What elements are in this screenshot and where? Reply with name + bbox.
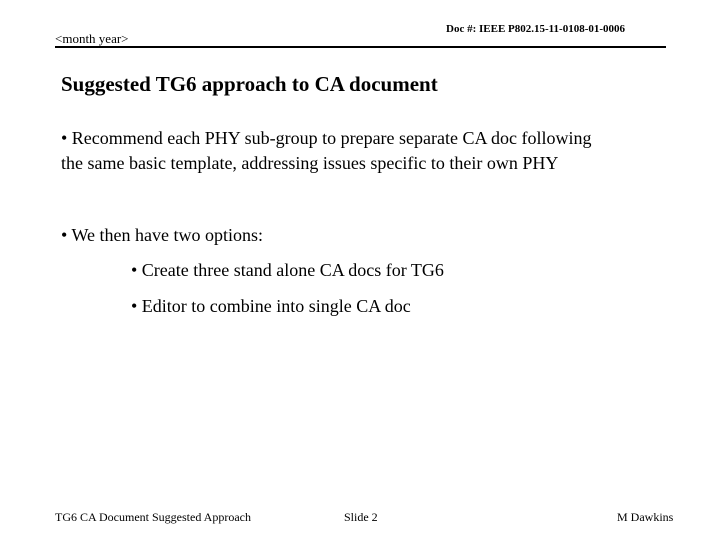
sub-bullet-three-docs	[131, 258, 444, 283]
bullet-line: the same basic template, addressing issues specific to their own PHY	[61, 153, 559, 173]
footer-author: M Dawkins	[617, 510, 674, 524]
header-doc-number: Doc #: IEEE P802.15-11-0108-01-0006	[446, 23, 626, 35]
bullet-line: • Create three stand alone CA docs for TG6	[131, 260, 444, 280]
footer-slide-number: Slide 2	[344, 510, 378, 524]
header-divider	[55, 46, 666, 48]
bullet-line: • Recommend each PHY sub-group to prepare separate CA doc following	[61, 128, 592, 148]
header-date-placeholder: <month year>	[55, 31, 129, 46]
bullet-line: • We then have two options:	[61, 225, 263, 245]
sub-bullet-combine-doc	[131, 294, 411, 319]
bullet-two-options	[61, 223, 263, 248]
bullet-recommend-phy-subgroups	[61, 126, 592, 176]
footer-document-title: TG6 CA Document Suggested Approach	[55, 510, 251, 524]
slide-title: Suggested TG6 approach to CA document	[61, 72, 438, 96]
bullet-line: • Editor to combine into single CA doc	[131, 296, 411, 316]
